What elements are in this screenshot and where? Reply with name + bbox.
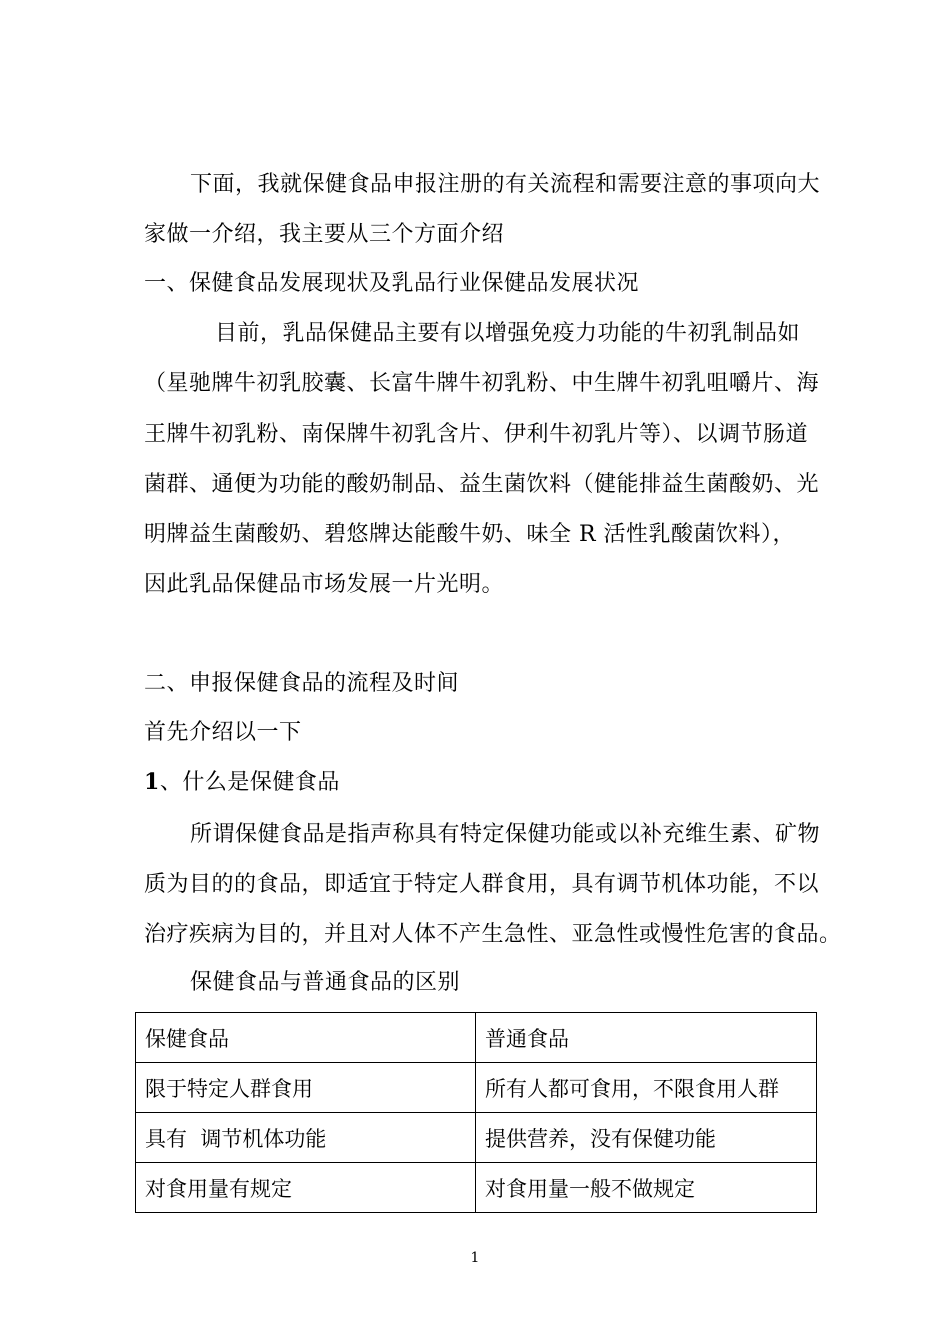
table-cell: 所有人都可食用，不限食用人群 [476,1063,817,1113]
section-1-para-line-5: 明牌益生菌酸奶、碧悠牌达能酸牛奶、味全 R 活性乳酸菌饮料）， [144,522,796,547]
section-1-para-line-4: 菌群、通便为功能的酸奶制品、益生菌饮料（健能排益生菌酸奶、光 [144,472,820,497]
item-1-heading [144,767,340,798]
table-cell: 对食用量有规定 [136,1163,476,1213]
section-1-title: 一、保健食品发展现状及乳品行业保健品发展状况 [144,271,640,296]
section-1-para-line-6: 因此乳品保健品市场发展一片光明。 [144,572,505,597]
table-row [136,1113,817,1163]
definition-line-3: 治疗疾病为目的，并且对人体不产生急性、亚急性或慢性危害的食品。 [144,922,842,947]
section-1-para-line-3: 王牌牛初乳粉、南保牌牛初乳含片、伊利牛初乳片等）、以调节肠道 [144,422,809,447]
section-1-para-line-2: （星驰牌牛初乳胶囊、长富牛牌牛初乳粉、中生牌牛初乳咀嚼片、海 [144,371,820,396]
page-number: 1 [470,1250,480,1266]
intro-line-2: 家做一介绍，我主要从三个方面介绍 [144,222,505,247]
table-cell: 提供营养，没有保健功能 [476,1113,817,1163]
comparison-table [135,1012,817,1213]
section-1-para-line-1: 目前，乳品保健品主要有以增强免疫力功能的牛初乳制品如 [215,321,801,346]
table-cell: 具有 调节机体功能 [136,1113,476,1163]
table-header-cell: 保健食品 [136,1013,476,1063]
section-2-intro: 首先介绍以一下 [144,720,302,745]
table-row [136,1163,817,1213]
table-header-cell: 普通食品 [476,1013,817,1063]
table-header-row [136,1013,817,1063]
table-row [136,1063,817,1113]
table-caption: 保健食品与普通食品的区别 [190,970,461,995]
table-cell: 限于特定人群食用 [136,1063,476,1113]
item-1-number: 1 [144,769,160,795]
intro-line-1: 下面，我就保健食品申报注册的有关流程和需要注意的事项向大 [190,172,821,197]
definition-line-2: 质为目的的食品，即适宜于特定人群食用，具有调节机体功能，不以 [144,872,820,897]
table-cell: 对食用量一般不做规定 [476,1163,817,1213]
definition-line-1: 所谓保健食品是指声称具有特定保健功能或以补充维生素、矿物 [190,822,821,847]
item-1-title: 、什么是保健食品 [159,770,340,795]
section-2-title: 二、申报保健食品的流程及时间 [144,671,460,696]
